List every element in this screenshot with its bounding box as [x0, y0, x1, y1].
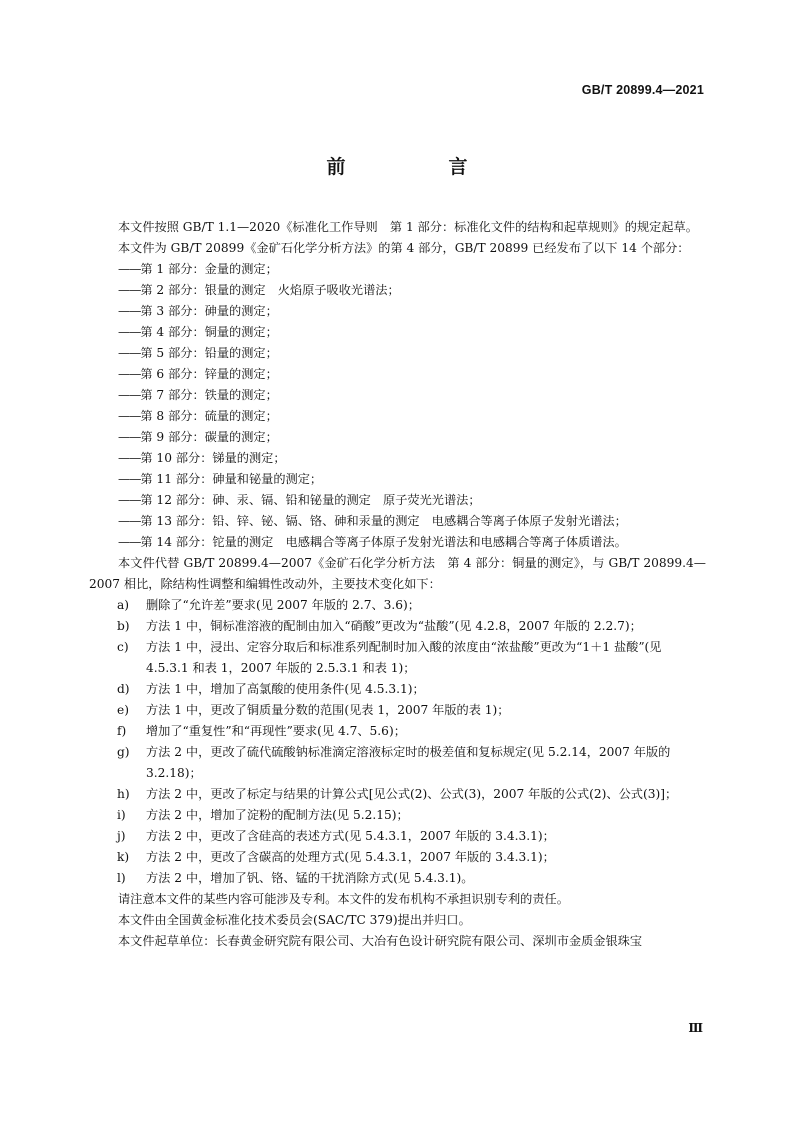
list-item: ——第 10 部分：锑量的测定； — [118, 451, 286, 465]
list-item: d) 方法 1 中，增加了高氯酸的使用条件(见 4.5.3.1)； — [117, 682, 425, 696]
parts-list — [89, 259, 706, 553]
committee-statement: 本文件由全国黄金标准化技术委员会(SAC/TC 379)提出并归口。 — [118, 913, 471, 927]
list-item: ——第 14 部分：铊量的测定 电感耦合等离子体原子发射光谱法和电感耦合等离子体质谱法。 — [118, 535, 627, 549]
list-item: ——第 3 部分：砷量的测定； — [118, 304, 278, 318]
list-item: ——第 9 部分：碳量的测定； — [118, 430, 278, 444]
list-item: b) 方法 1 中，铜标准溶液的配制由加入“硝酸”更改为“盐酸”(见 4.2.8，2007 年版的 2.2.7)； — [117, 619, 642, 633]
changes-list — [89, 595, 706, 889]
list-item: f) 增加了“重复性”和“再现性”要求(见 4.7、5.6)； — [117, 724, 406, 738]
list-item: i) 方法 2 中，增加了淀粉的配制方法(见 5.2.15)； — [117, 808, 409, 822]
intro-paragraph-2: 本文件为 GB/T 20899《金矿石化学分析方法》的第 4 部分，GB/T 20899 已经发布了以下 14 个部分： — [118, 241, 690, 255]
list-item: e) 方法 1 中，更改了铜质量分数的范围(见表 1，2007 年版的表 1)； — [117, 703, 510, 717]
list-item: ——第 13 部分：铅、锌、铋、镉、铬、砷和汞量的测定 电感耦合等离子体原子发射光谱法； — [118, 514, 627, 528]
list-item: ——第 12 部分：砷、汞、镉、铅和铋量的测定 原子荧光光谱法； — [118, 493, 481, 507]
list-item: ——第 7 部分：铁量的测定； — [118, 388, 278, 402]
foreword-body — [89, 217, 706, 952]
page-title: 前 言 — [326, 156, 510, 178]
list-item: ——第 8 部分：硫量的测定； — [118, 409, 278, 423]
list-item: k) 方法 2 中，更改了含碳高的处理方式(见 5.4.3.1，2007 年版的 3.4.3.1)； — [117, 850, 555, 864]
patent-notice: 请注意本文件的某些内容可能涉及专利。本文件的发布机构不承担识别专利的责任。 — [118, 892, 569, 906]
list-item: l) 方法 2 中，增加了钒、铬、锰的干扰消除方式(见 5.4.3.1)。 — [117, 871, 474, 885]
list-item: ——第 5 部分：铅量的测定； — [118, 346, 278, 360]
page-number: Ⅲ — [688, 1021, 703, 1035]
list-item: ——第 6 部分：锌量的测定； — [118, 367, 278, 381]
list-item: a) 删除了“允许差”要求(见 2007 年版的 2.7、3.6)； — [117, 598, 420, 612]
drafting-units: 本文件起草单位：长春黄金研究院有限公司、大冶有色设计研究院有限公司、深圳市金质金银珠宝 — [118, 934, 643, 948]
list-item: g) 方法 2 中，更改了硫代硫酸钠标准滴定溶液标定时的极差值和复标规定(见 5.2.14，2007 年版的 3.2.18)； — [117, 745, 671, 780]
list-item: h) 方法 2 中，更改了标定与结果的计算公式[见公式(2)、公式(3)，2007 年版的公式(2)、公式(3)]； — [117, 787, 678, 801]
list-item: j) 方法 2 中，更改了含硅高的表述方式(见 5.4.3.1，2007 年版的 3.4.3.1)； — [117, 829, 555, 843]
list-item: c) 方法 1 中，浸出、定容分取后和标准系列配制时加入酸的浓度由“浓盐酸”更改为“1＋1 盐酸”(见 4.5.3.1 和表 1，2007 年版的 2.5.3.1 和表 1)； — [117, 640, 662, 675]
replacement-paragraph: 本文件代替 GB/T 20899.4—2007《金矿石化学分析方法 第 4 部分：铜量的测定》，与 GB/T 20899.4—2007 相比，除结构性调整和编辑性改动外，主要技术变化如下： — [89, 556, 706, 591]
list-item: ——第 2 部分：银量的测定 火焰原子吸收光谱法； — [118, 283, 400, 297]
list-item: ——第 4 部分：铜量的测定； — [118, 325, 278, 339]
list-item: ——第 11 部分：砷量和铋量的测定； — [118, 472, 323, 486]
list-item: ——第 1 部分：金量的测定； — [118, 262, 278, 276]
standard-code: GB/T 20899.4—2021 — [581, 83, 704, 97]
intro-paragraph-1: 本文件按照 GB/T 1.1—2020《标准化工作导则 第 1 部分：标准化文件的结构和起草规则》的规定起草。 — [118, 220, 698, 234]
